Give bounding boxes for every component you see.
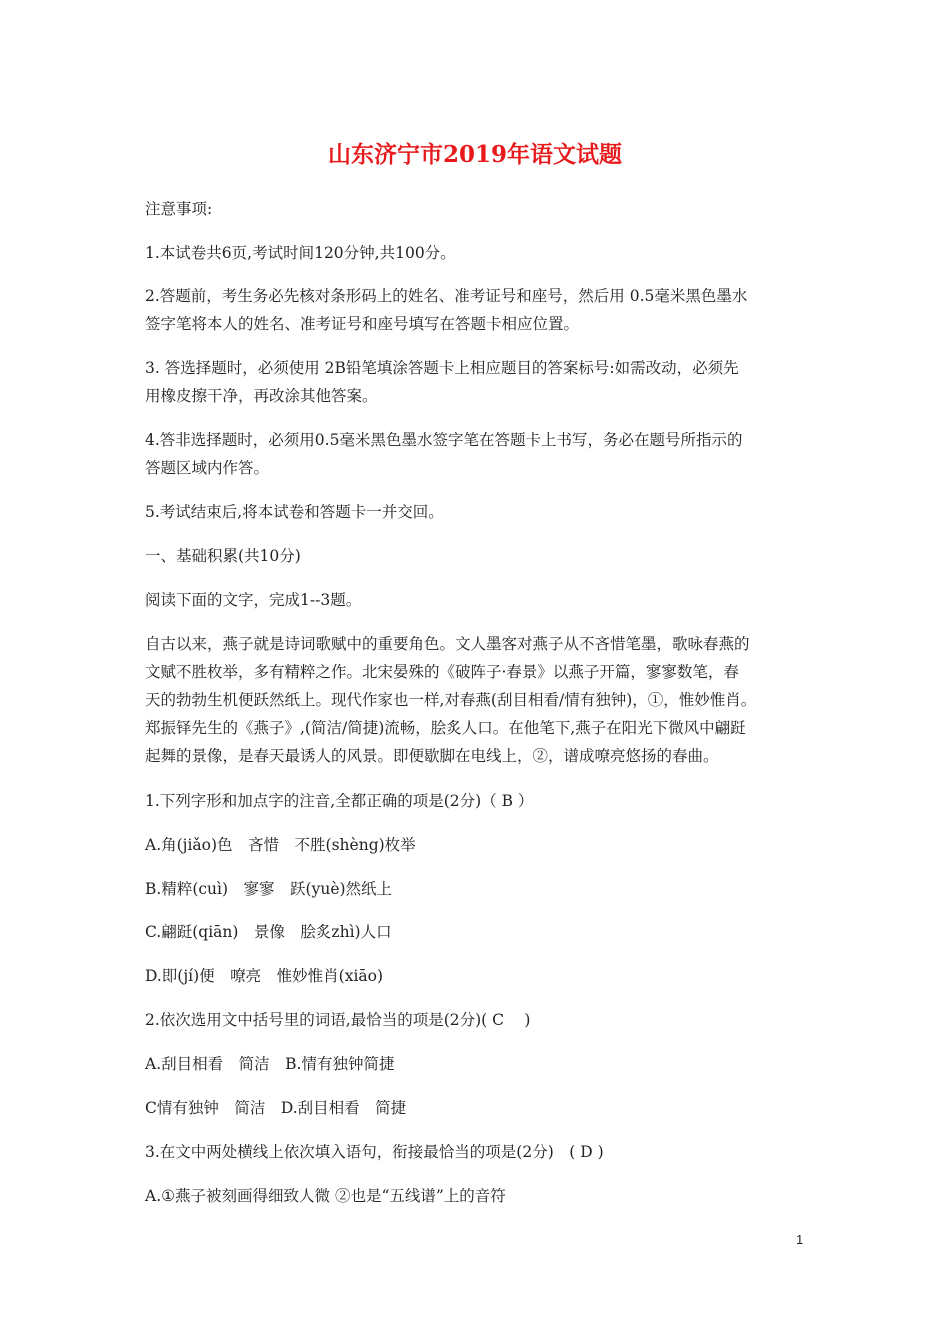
notice-item-4-line-2: 答题区域内作答。 [145,459,270,477]
question-2: 2.依次选用文中括号里的词语,最恰当的项是(2分)( C ) [145,1011,531,1029]
notice-item-4-line-1: 4.答非选择题时，必须用0.5毫米黑色墨水签字笔在答题卡上书写，务必在题号所指示的 [145,431,743,449]
passage-line-3: 天的勃勃生机便跃然纸上。现代作家也一样,对春燕(刮目相看/情有独钟)，①，惟妙惟肖。 [145,691,757,709]
section-heading: 一、基础积累(共10分) [145,547,301,565]
question-1: 1.下列字形和加点字的注音,全都正确的项是(2分)（ B ） [145,792,534,810]
notice-heading: 注意事项: [145,200,213,218]
passage-line-5: 起舞的景像，是春天最诱人的风景。即便歇脚在电线上，②，谱成嘹亮悠扬的春曲。 [145,747,719,765]
passage-line-4: 郑振铎先生的《燕子》,(简洁/简捷)流畅，脍炙人口。在他笔下,燕子在阳光下微风中翩跹 [145,719,746,737]
q2-options-ab: A.刮目相看 简洁 B.情有独钟简捷 [145,1055,395,1073]
q1-option-d: D.即(jí)便 嘹亮 惟妙惟肖(xiāo) [145,967,384,985]
q1-option-a: A.角(jiǎo)色 吝惜 不胜(shèng)枚举 [145,836,416,854]
q3-option-a: A.①燕子被刻画得细致人微 ②也是“五线谱”上的音符 [145,1187,506,1205]
q1-option-c: C.翩跹(qiān) 景像 脍炙zhì)人口 [145,923,392,941]
page-title: 山东济宁市2019年语文试题 [327,141,622,168]
question-3: 3.在文中两处横线上依次填入语句，衔接最恰当的项是(2分) ( D ) [145,1143,604,1161]
notice-item-3-line-2: 用橡皮擦干净，再改涂其他答案。 [145,387,378,405]
notice-item-2-line-2: 签字笔将本人的姓名、准考证号和座号填写在答题卡相应位置。 [145,315,580,333]
q2-options-cd: C情有独钟 简洁 D.刮目相看 简捷 [145,1099,407,1117]
notice-item-1: 1.本试卷共6页,考试时间120分钟,共100分。 [145,244,456,262]
notice-item-5: 5.考试结束后,将本试卷和答题卡一并交回。 [145,503,444,521]
notice-item-3-line-1: 3. 答选择题时，必须使用 2B铅笔填涂答题卡上相应题目的答案标号:如需改动，必须先 [145,359,739,377]
notice-item-2-line-1: 2.答题前，考生务必先核对条形码上的姓名、准考证号和座号，然后用 0.5毫米黑色墨水 [145,287,748,305]
passage-line-1: 自古以来，燕子就是诗词歌赋中的重要角色。文人墨客对燕子从不吝惜笔墨，歌咏春燕的 [145,635,750,653]
q1-option-b: B.精粹(cuì) 寥寥 跃(yuè)然纸上 [145,880,393,898]
page-number: 1 [796,1232,804,1247]
reading-instruction: 阅读下面的文字，完成1--3题。 [145,591,362,609]
passage-line-2: 文赋不胜枚举，多有精粹之作。北宋晏殊的《破阵子·春景》以燕子开篇，寥寥数笔，春 [145,663,739,681]
